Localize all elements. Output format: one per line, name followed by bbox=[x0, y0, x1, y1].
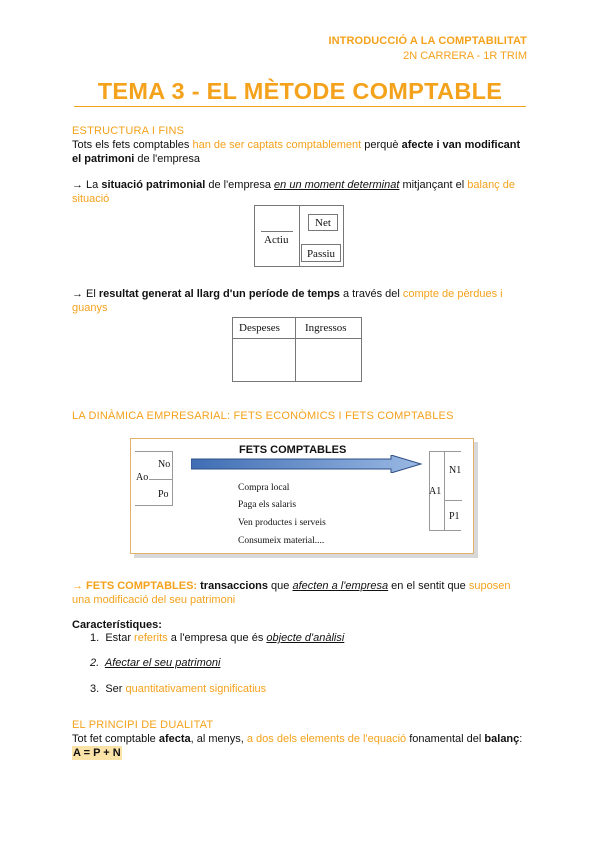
list-item: Paga els salaris bbox=[238, 500, 297, 510]
passiu-label: Passiu bbox=[301, 244, 341, 262]
arrow-shape bbox=[191, 455, 423, 473]
list-item: 1. Estar referits a l'empresa que és objecte d'anàlisi bbox=[90, 632, 345, 644]
course-header: INTRODUCCIÓ A LA COMPTABILITAT bbox=[328, 35, 527, 47]
term-header: 2N CARRERA - 1R TRIM bbox=[403, 50, 527, 62]
a1-label: A1 bbox=[429, 486, 442, 497]
paragraph-resultat: → El resultat generat al llarg d'un període de temps a través del compte de pèrdues i guanys bbox=[72, 288, 503, 314]
list-item: 2. Afectar el seu patrimoni bbox=[90, 657, 221, 669]
actiu-label: Actiu bbox=[264, 234, 289, 246]
paragraph-fets-comptables: → FETS COMPTABLES: transaccions que afecten a l'empresa en el sentit que suposen una modificació del seu patrimoni bbox=[72, 580, 511, 606]
pl-diagram bbox=[232, 317, 362, 382]
balance-diagram bbox=[254, 205, 344, 267]
n1-label: N1 bbox=[449, 465, 462, 476]
list-item: Consumeix material.... bbox=[238, 536, 325, 546]
paragraph-fets: Tots els fets comptables han de ser captats comptablement perquè afecte i van modificant el patrimoni de l'empresa bbox=[72, 139, 521, 165]
despeses-label: Despeses bbox=[239, 322, 280, 334]
diagram-title: FETS COMPTABLES bbox=[239, 444, 347, 456]
po-label: Po bbox=[158, 489, 169, 500]
list-item: 3. Ser quantitativament significatius bbox=[90, 683, 267, 695]
no-label: No bbox=[158, 459, 171, 470]
page-title: TEMA 3 - EL MÈTODE COMPTABLE bbox=[97, 78, 503, 104]
dualitat-formula: A = P + N bbox=[73, 747, 121, 759]
list-item: Ven productes i serveis bbox=[238, 518, 326, 528]
net-label: Net bbox=[308, 214, 338, 231]
section-heading-estructura: ESTRUCTURA I FINS bbox=[72, 125, 185, 137]
ingressos-label: Ingressos bbox=[305, 322, 347, 334]
paragraph-dualitat: Tot fet comptable afecta, al menys, a dos dels elements de l'equació fonamental del balanç: bbox=[72, 733, 523, 745]
p1-label: P1 bbox=[449, 511, 460, 522]
section-heading-dinamica: LA DINÀMICA EMPRESARIAL: FETS ECONÒMICS I FETS COMPTABLES bbox=[72, 410, 454, 422]
caracteristiques-heading: Característiques: bbox=[72, 619, 162, 631]
list-item: Compra local bbox=[238, 483, 290, 493]
ao-label: Ao bbox=[136, 472, 149, 483]
title-divider bbox=[74, 106, 526, 107]
paragraph-situacio: → La situació patrimonial de l'empresa en un moment determinat mitjançant el balanç de situació bbox=[72, 179, 515, 205]
fets-comptables-diagram bbox=[130, 438, 474, 554]
section-heading-dualitat: EL PRINCIPI DE DUALITAT bbox=[72, 719, 214, 731]
